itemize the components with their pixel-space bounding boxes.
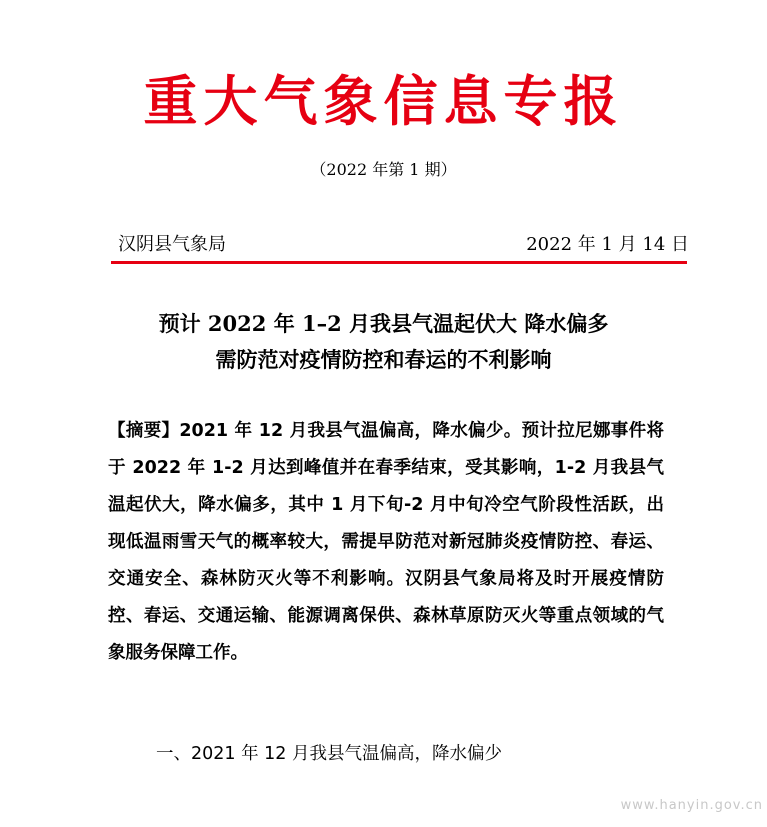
header-divider xyxy=(111,261,687,264)
site-watermark: www.hanyin.gov.cn xyxy=(620,798,763,813)
article-headline xyxy=(0,306,767,378)
headline-line-2: 需防范对疫情防控和春运的不利影响 xyxy=(215,347,552,372)
issuing-agency: 汉阴县气象局 xyxy=(118,234,226,255)
issue-date: 2022 年 1 月 14 日 xyxy=(526,234,689,255)
issue-number: （2022 年第 1 期） xyxy=(310,160,457,179)
section-heading-1: 一、2021 年 12 月我县气温偏高，降水偏少 xyxy=(156,744,502,764)
abstract-paragraph: 【摘要】2021 年 12 月我县气温偏高，降水偏少。预计拉尼娜事件将于 2022 年 1-2 月达到峰值并在春季结束，受其影响，1-2 月我县气温起伏大，降水偏多，其中 1 月下旬-2 月中旬冷空气阶段性活跃，出现低温雨雪天气的概率较大，需提早防范对新冠肺炎疫情防控、春运、交通安全、森林防灭火等不利影响。汉阴县气象局将及时开展疫情防控、春运、交通运输、能源调离保供、森林草原防灭火等重点领域的气象服务保障工作。 xyxy=(108,421,664,663)
masthead-title: 重大气象信息专报 xyxy=(143,69,624,133)
headline-line-1: 预计 2022 年 1–2 月我县气温起伏大 降水偏多 xyxy=(158,311,609,336)
